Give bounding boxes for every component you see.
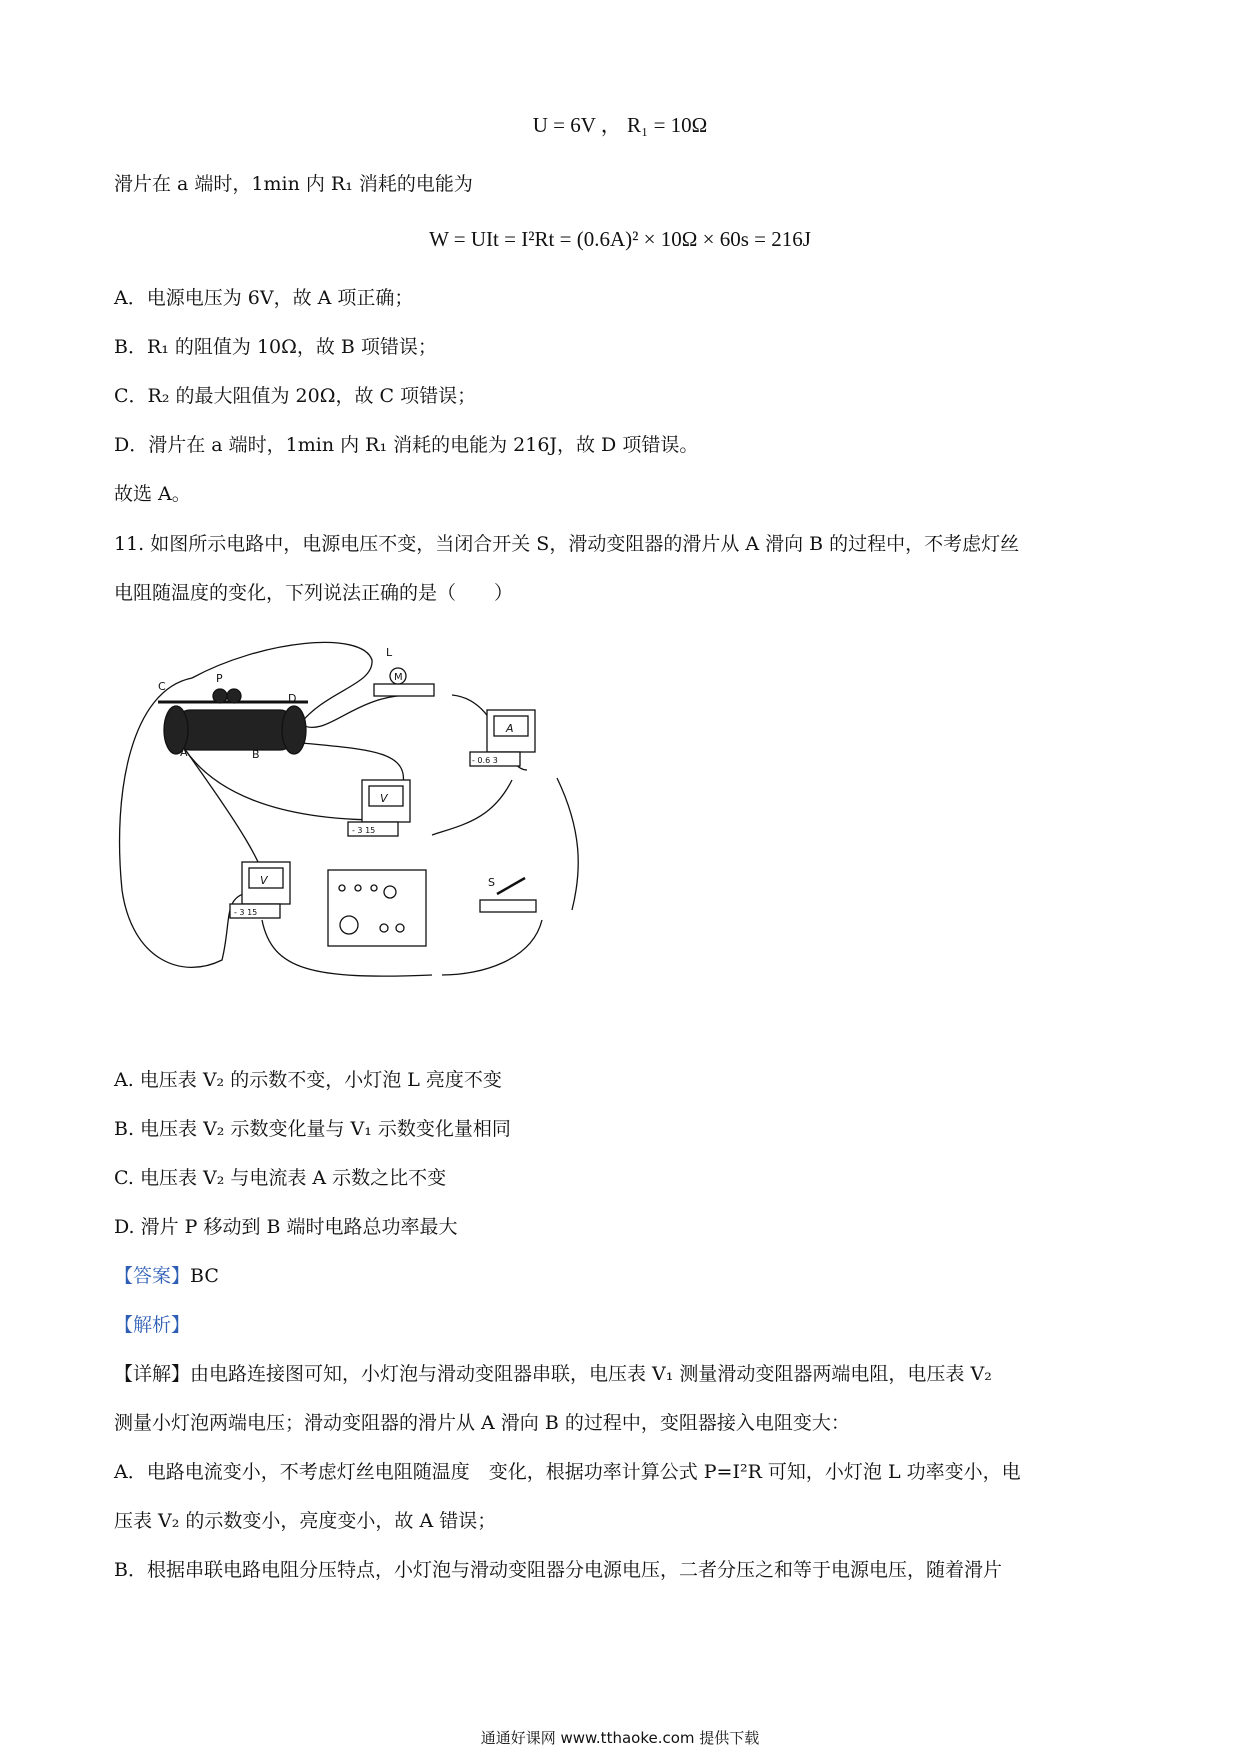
label-l: L [386,646,393,659]
wire-d-to-lamp [300,695,412,727]
power-source [328,870,426,946]
analysis-tag: 【解析】 [114,1314,191,1336]
q11-option-d: D. 滑片 P 移动到 B 端时电路总功率最大 [114,1216,458,1238]
answer-tag: 【答案】 [114,1265,191,1287]
detail-line2: 测量小灯泡两端电压；滑动变阻器的滑片从 A 滑向 B 的过程中，变阻器接入电阻变大： [114,1412,850,1434]
wire-switch-to-source [442,920,542,975]
answer-value: BC [190,1265,219,1287]
question-11-line2: 电阻随温度的变化，下列说法正确的是（ ） [114,582,514,604]
voltmeter1-scale: - 3 15 [352,826,376,835]
label-b: B [252,748,260,761]
q11-option-a: A. 电压表 V₂ 的示数不变，小灯泡 L 亮度不变 [114,1069,502,1091]
label-c: C [158,680,166,693]
detail-tag: 【详解】 [114,1363,191,1385]
circuit-diagram [112,630,612,1010]
detail-text1: 由电路连接图可知，小灯泡与滑动变阻器串联，电压表 V₁ 测量滑动变阻器两端电阻，电压表 V₂ [190,1363,992,1385]
label-a: A [180,746,188,759]
ammeter-symbol: A [506,722,514,735]
equation-energy: W = UIt = I²Rt = (0.6A)² × 10Ω × 60s = 216J [429,227,811,251]
text-slide-a-energy: 滑片在 a 端时，1min 内 R₁ 消耗的电能为 [114,173,473,195]
prev-option-a: A．电源电压为 6V，故 A 项正确； [114,287,414,309]
wire-a-to-voltmeter1 [184,748,382,820]
detail-line1 [114,1362,992,1386]
label-d: D [288,692,297,705]
analysis-line [114,1313,190,1337]
prev-choice: 故选 A。 [114,483,191,505]
lamp-l [374,668,434,696]
footer: 通通好课网 www.tthaoke.com 提供下载 [480,1729,760,1747]
question-11-line1: 11. 如图所示电路中，电源电压不变，当闭合开关 S，滑动变阻器的滑片从 A 滑向 B 的过程中，不考虑灯丝 [114,533,1020,555]
wire-ammeter-to-switch [557,778,578,910]
voltmeter2-scale: - 3 15 [234,908,258,917]
detail-a-line1: A．电路电流变小，不考虑灯丝电阻随温度 变化，根据功率计算公式 P=I²R 可知，小灯泡 L 功率变小，电 [114,1461,1021,1483]
svg-text:M: M [394,672,403,683]
rheostat [158,689,308,754]
detail-b-line1: B．根据串联电路电阻分压特点，小灯泡与滑动变阻器分电源电压，二者分压之和等于电源电压，随着滑片 [114,1559,1002,1581]
wire-ammeter-to-voltmeter1 [432,780,512,835]
prev-option-d: D．滑片在 a 端时，1min 内 R₁ 消耗的电能为 216J，故 D 项错误。 [114,434,699,456]
label-s: S [488,876,495,889]
equation-voltage-resistance: U = 6V ， R₁ = 10Ω [532,113,708,137]
ammeter-scale: - 0.6 3 [472,756,498,765]
prev-option-b: B．R₁ 的阻值为 10Ω，故 B 项错误； [114,336,437,358]
detail-a-line2: 压表 V₂ 的示数变小，亮度变小，故 A 错误； [114,1510,497,1532]
label-p: P [216,672,223,685]
voltmeter2-symbol: V [260,874,268,887]
voltmeter1-symbol: V [380,792,388,805]
answer-line [114,1264,219,1288]
q11-option-c: C. 电压表 V₂ 与电流表 A 示数之比不变 [114,1167,447,1189]
prev-option-c: C．R₂ 的最大阻值为 20Ω，故 C 项错误； [114,385,477,407]
q11-option-b: B. 电压表 V₂ 示数变化量与 V₁ 示数变化量相同 [114,1118,511,1140]
